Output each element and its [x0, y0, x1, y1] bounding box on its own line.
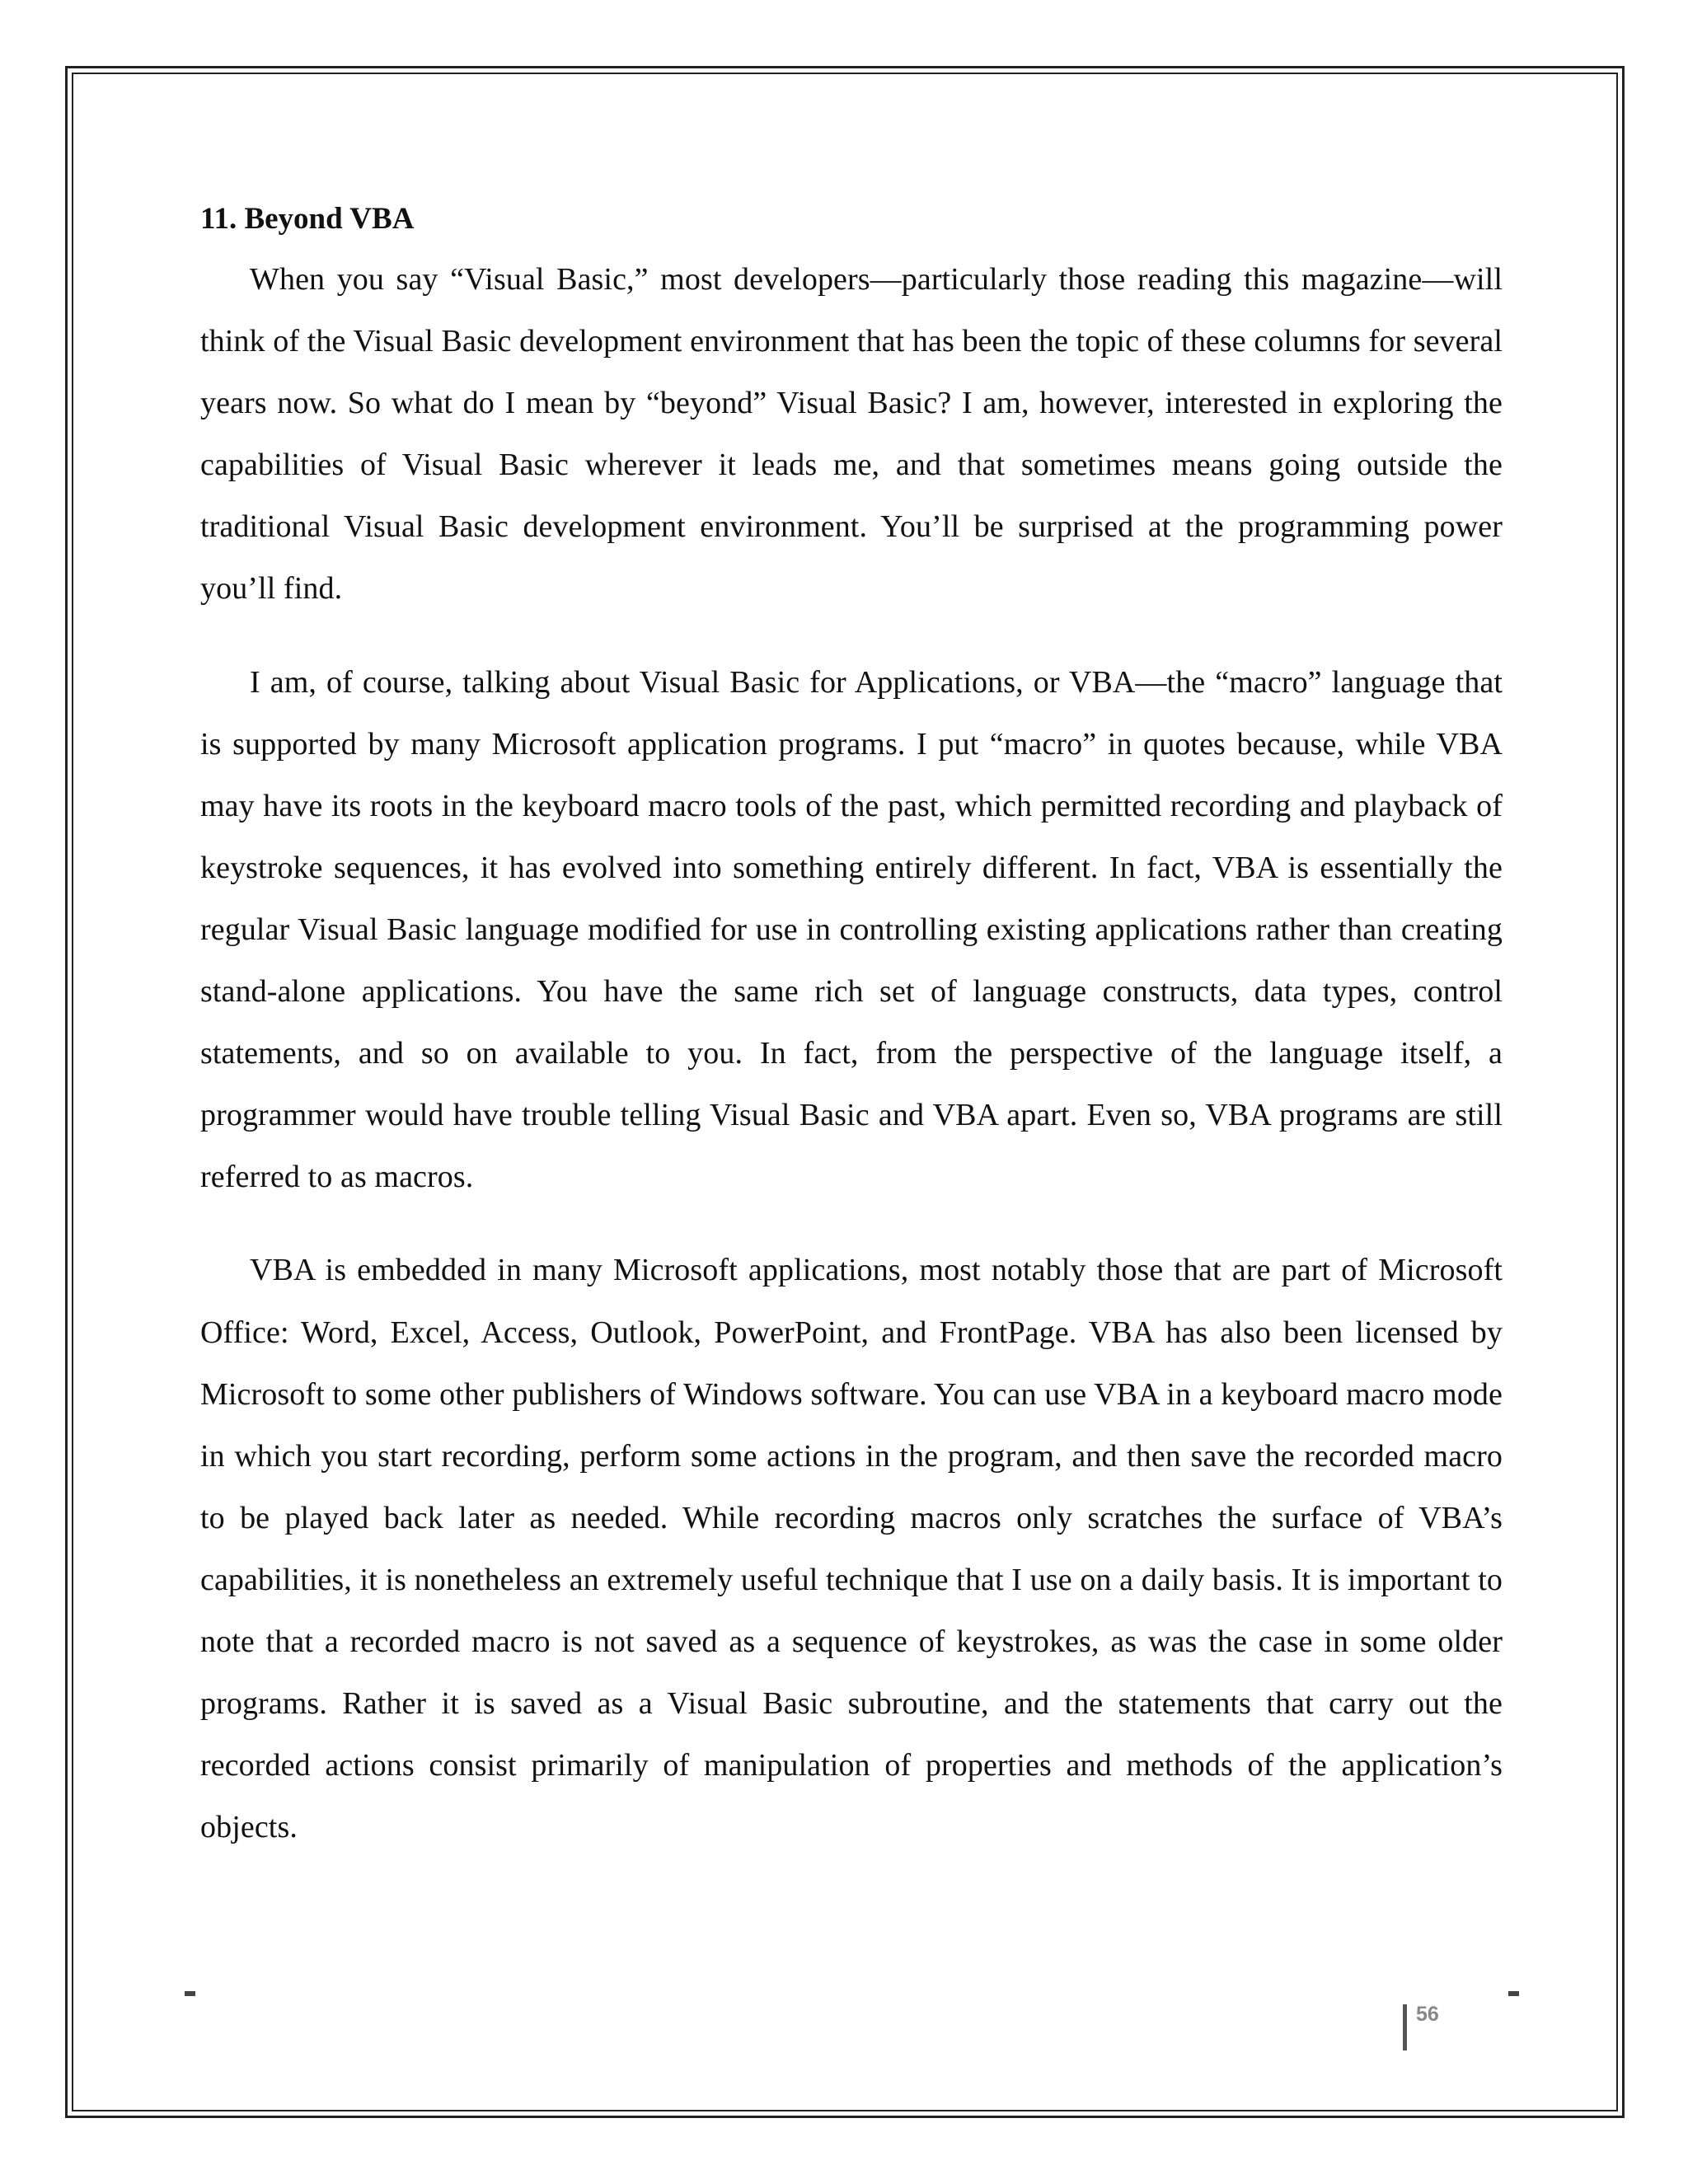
paragraph-3: VBA is embedded in many Microsoft applications, most notably those that are part of Microsoft Office: Word, Excel, Access, Outlook, PowerPoint, and FrontPage. VBA has also been licensed by Microsoft to some other publishers of Windows software. You can use VBA in a keyboard macro mode in which you start recording, perform some actions in the program, and then save the recorded macro to be played back later as needed. While recording macros only scratches the surface of VBA’s capabilities, it is nonetheless an extremely useful technique that I use on a daily basis. It is important to note that a recorded macro is not saved as a sequence of keystrokes, as was the case in some older programs. Rather it is saved as a Visual Basic subroutine, and the statements that carry out the recorded actions consist primarily of manipulation of properties and methods of the application’s objects. — [200, 1253, 1503, 1845]
section-heading: 11. Beyond VBA — [200, 202, 415, 236]
paragraph-1: When you say “Visual Basic,” most developers—particularly those reading this magazine—will think of the Visual Basic development environment that has been the topic of these columns for several years now. So what do I mean by “beyond” Visual Basic? I am, however, interested in exploring the capabilities of Visual Basic wherever it leads me, and that sometimes means going outside the traditional Visual Basic development environment. You’ll be surprised at the programming power you’ll find. — [200, 262, 1503, 607]
paragraph-2: I am, of course, talking about Visual Basic for Applications, or VBA—the “macro” language that is supported by many Microsoft application programs. I put “macro” in quotes because, while VBA may have its roots in the keyboard macro tools of the past, which permitted recording and playback of keystroke sequences, it has evolved into something entirely different. In fact, VBA is essentially the regular Visual Basic language modified for use in controlling existing applications rather than creating stand-alone applications. You have the same rich set of language constructs, data types, control statements, and so on available to you. In fact, from the perspective of the language itself, a programmer would have trouble telling Visual Basic and VBA apart. Even so, VBA programs are still referred to as macros. — [200, 664, 1503, 1195]
footer-dash-left — [185, 1991, 195, 1996]
page-number: 56 — [1416, 2003, 1439, 2026]
page-number-rule — [1403, 2004, 1407, 2050]
page-content — [200, 198, 1503, 1858]
footer-dash-right — [1508, 1991, 1519, 1996]
